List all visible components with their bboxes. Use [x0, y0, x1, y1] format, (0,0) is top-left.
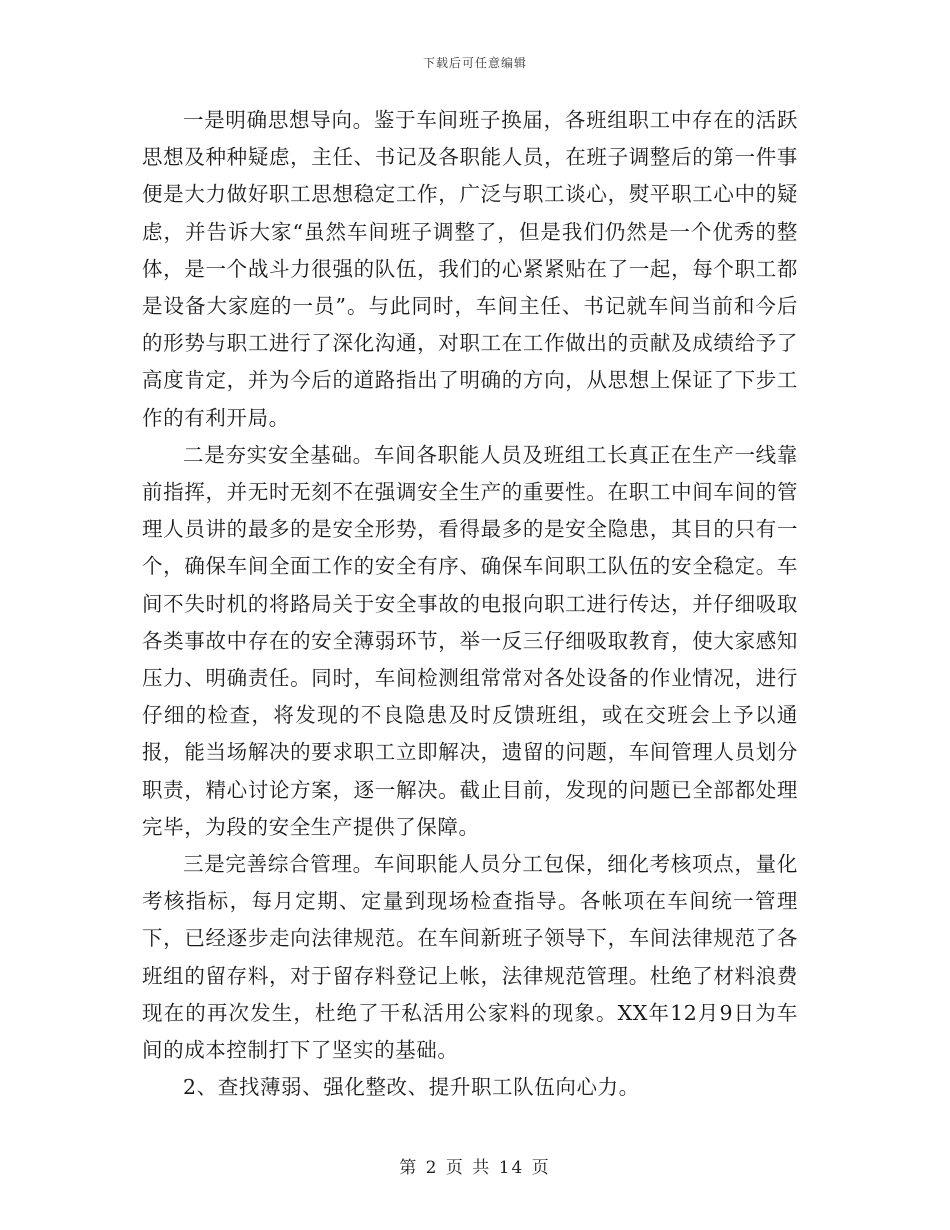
paragraph-3: 三是完善综合管理。车间职能人员分工包保，细化考核项点，量化考核指标，每月定期、定量到现场检查指导。各帐项在车间统一管理下，已经逐步走向法律规范。在车间新班子领导下，车间法律规范了各班组的留存料，对于留存料登记上帐，法律规范管理。杜绝了材料浪费现在的再次发生，杜绝了干私活用公家料的现象。XX年12月9日为车间的成本控制打下了坚实的基础。 [142, 852, 798, 1063]
page-suffix: 页 [531, 1158, 551, 1178]
page-prefix: 第 [399, 1158, 419, 1178]
page-number: 2 [425, 1158, 439, 1178]
page-total: 14 [498, 1158, 525, 1178]
page-footer [0, 1153, 950, 1178]
document-body [142, 102, 798, 1106]
paragraph-1: 一是明确思想导向。鉴于车间班子换届，各班组职工中存在的活跃思想及种种疑虑，主任、书记及各职能人员，在班子调整后的第一件事便是大力做好职工思想稳定工作，广泛与职工谈心，熨平职工心中的疑虑，并告诉大家“虽然车间班子调整了，但是我们仍然是一个优秀的整体，是一个战斗力很强的队伍，我们的心紧紧贴在了一起，每个职工都是设备大家庭的一员”。与此同时，车间主任、书记就车间当前和今后的形势与职工进行了深化沟通，对职工在工作做出的贡献及成绩给予了高度肯定，并为今后的道路指出了明确的方向，从思想上保证了下步工作的有利开局。 [142, 108, 798, 430]
page-middle: 页 共 [445, 1158, 492, 1178]
paragraph-4: 2、查找薄弱、强化整改、提升职工队伍向心力。 [183, 1075, 640, 1100]
paragraph-2: 二是夯实安全基础。车间各职能人员及班组工长真正在生产一线靠前指挥，并无时无刻不在强调安全生产的重要性。在职工中间车间的管理人员讲的最多的是安全形势，看得最多的是安全隐患，其目的只有一个，确保车间全面工作的安全有序、确保车间职工队伍的安全稳定。车间不失时机的将路局关于安全事故的电报向职工进行传达，并仔细吸取各类事故中存在的安全薄弱环节，举一反三仔细吸取教育，使大家感知压力、明确责任。同时，车间检测组常常对各处设备的作业情况，进行仔细的检查，将发现的不良隐患及时反馈班组，或在交班会上予以通报，能当场解决的要求职工立即解决，遗留的问题，车间管理人员划分职责，精心讨论方案，逐一解决。截止目前，发现的问题已全部都处理完毕，为段的安全生产提供了保障。 [142, 442, 798, 839]
header-note: 下载后可任意编辑 [422, 56, 527, 70]
